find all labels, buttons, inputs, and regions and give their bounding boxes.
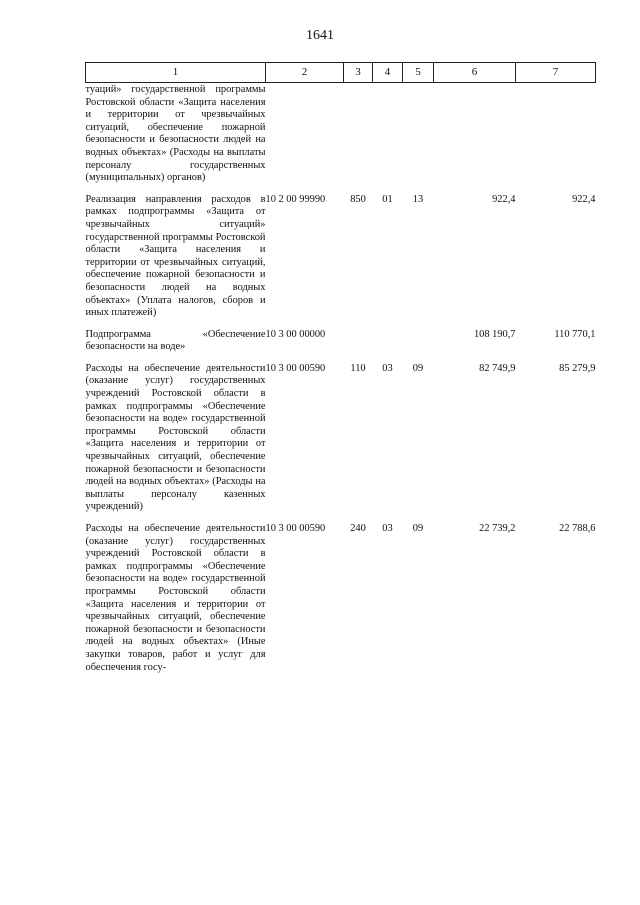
budget-table [85,62,596,674]
table-row [86,185,596,320]
table-row [86,354,596,514]
row-expense-type [344,320,373,354]
row-description: Расходы на обеспечение деятельности (оказание услуг) государственных учреждений Ростовской области в рамках подпрограммы «Обеспечение безопасности на воде» государственной программы Ростовской области «Защита населения и территории от чрезвычайных ситуаций, обеспечение пожарной безопасности и безопасности людей на водных объектах» (Расходы на выплаты персоналу казенных учреждений) [85,362,266,513]
row-section: 03 [382,362,393,374]
row-subsection [403,320,434,354]
row-section [373,83,403,185]
row-amount-year1: 922,4 [492,193,516,205]
row-expense-type [344,83,373,185]
row-expense-type: 110 [350,362,366,374]
column-header-3: 3 [344,63,373,83]
row-amount-year1: 108 190,7 [473,328,516,340]
table-header-row [86,63,596,83]
row-subsection [403,83,434,185]
row-section: 01 [382,193,393,205]
row-amount-year2: 85 279,9 [559,362,596,374]
row-target-code: 10 2 00 99990 [265,193,326,205]
row-amount-year1 [434,83,516,185]
column-header-7: 7 [516,63,596,83]
column-header-5: 5 [403,63,434,83]
row-amount-year1: 82 749,9 [479,362,516,374]
row-amount-year1: 22 739,2 [479,523,516,534]
row-amount-year2: 110 770,1 [554,328,596,340]
row-amount-year2 [516,83,596,185]
row-section [373,320,403,354]
column-header-6: 6 [434,63,516,83]
row-target-code: 10 3 00 00000 [265,328,326,340]
row-amount-year2: 22 788,6 [559,523,596,534]
row-description: Реализация направления расходов в рамках подпрограммы «Защита от чрезвычайных ситуаций» государственной программы Ростовской области «Защита населения и территории от чрезвычайных ситуаций, обеспечение пожарной безопасности и безопасности людей на водных объектах» (Уплата налогов, сборов и иных платежей) [85,193,266,319]
page-number: 1641 [306,28,334,43]
row-amount-year2: 922,4 [572,193,596,205]
table-row [86,514,596,674]
row-description: Расходы на обеспечение деятельности (оказание услуг) государственных учреждений Ростовской области в рамках подпрограммы «Обеспечение безопасности на воде» государственной программы Ростовской области «Защита населения и территории от чрезвычайных ситуаций, обеспечение пожарной безопасности и безопасности людей на водных объектах» (Иные закупки товаров, работ и услуг для обеспечения госу- [85,523,266,673]
row-subsection: 13 [412,193,424,205]
row-target-code [266,83,344,185]
row-target-code: 10 3 00 00590 [265,523,326,534]
table-row [86,320,596,354]
row-description: туаций» государственной программы Ростовской области «Защита населения и территории от чрезвычайных ситуаций, обеспечение пожарной безопасности и безопасности людей на водных объектах» (Расходы на выплаты персоналу государственных (муниципальных) органов) [85,84,266,184]
row-subsection: 09 [412,362,424,374]
row-description: Подпрограмма «Обеспечение безопасности на воде» [85,328,266,353]
row-expense-type: 850 [350,193,366,205]
row-target-code: 10 3 00 00590 [265,362,326,374]
column-header-1: 1 [86,63,266,83]
column-header-2: 2 [266,63,344,83]
row-section: 03 [382,523,393,534]
table-row [86,83,596,185]
row-expense-type: 240 [350,523,366,534]
column-header-4: 4 [373,63,403,83]
row-subsection: 09 [412,523,424,534]
